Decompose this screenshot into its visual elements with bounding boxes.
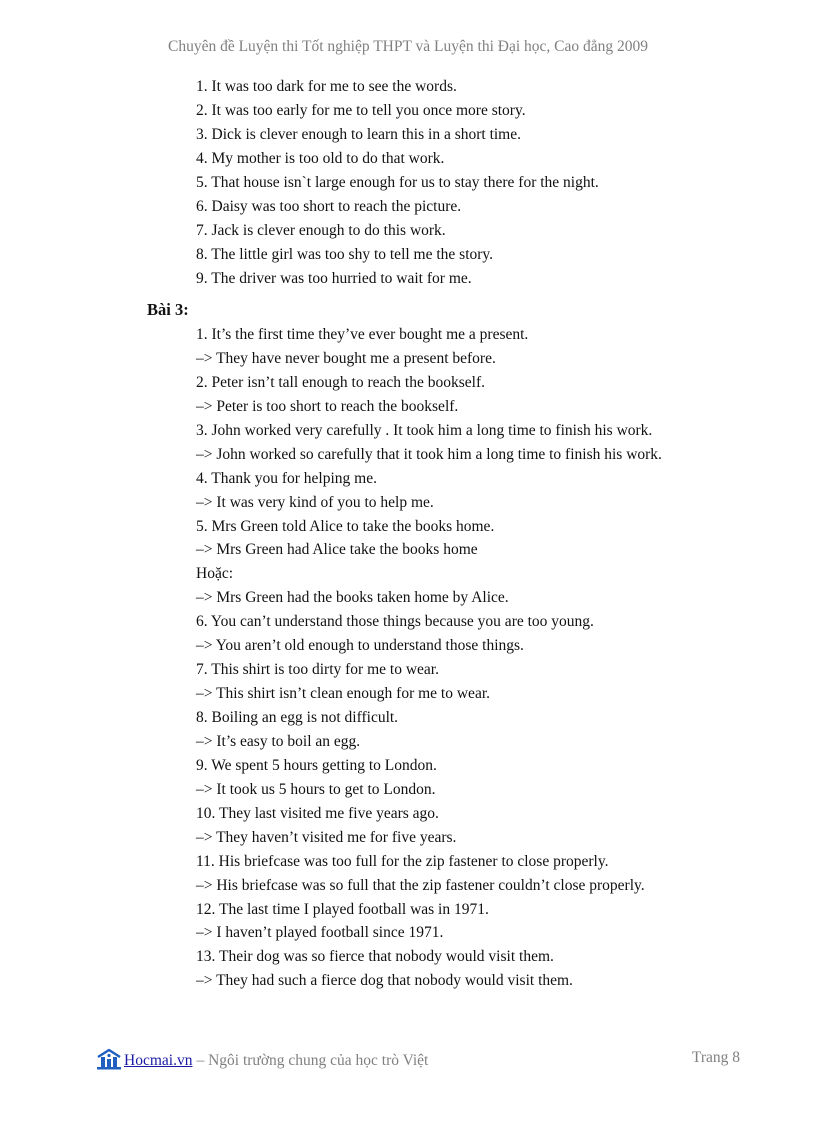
answer-line: –> It’s easy to boil an egg. (196, 732, 361, 750)
house-logo-icon (96, 1048, 122, 1070)
answer-line: 9. We spent 5 hours getting to London. (196, 756, 437, 774)
answer-line: –> I haven’t played football since 1971. (196, 924, 444, 942)
answer-line: –> It was very kind of you to help me. (196, 493, 434, 511)
answer-line: –> Mrs Green had the books taken home by Alice. (196, 589, 509, 607)
page-number: Trang 8 (691, 1049, 740, 1066)
section-heading: Bài 3: (147, 300, 189, 319)
answer-line: 4. My mother is too old to do that work. (196, 150, 445, 167)
footer-left (96, 1044, 428, 1070)
answer-line: 11. His briefcase was too full for the zip fastener to close properly. (196, 852, 609, 870)
answer-line: 3. Dick is clever enough to learn this in a short time. (196, 126, 521, 143)
answer-line: 5. That house isn`t large enough for us to stay there for the night. (196, 174, 599, 191)
answer-line: 13. Their dog was so fierce that nobody would visit them. (196, 948, 554, 966)
page-footer (96, 1044, 740, 1070)
answer-line: 2. Peter isn’t tall enough to reach the bookself. (196, 373, 485, 391)
answer-line: 7. Jack is clever enough to do this work. (196, 222, 446, 239)
answer-line: –> They have never bought me a present before. (196, 349, 496, 367)
answer-line: 10. They last visited me five years ago. (196, 804, 439, 822)
answer-line: 7. This shirt is too dirty for me to wear. (196, 661, 439, 679)
exercise-answers-list (196, 75, 756, 291)
answer-line: 2. It was too early for me to tell you once more story. (196, 102, 526, 119)
answer-line: –> You aren’t old enough to understand those things. (196, 637, 524, 655)
answer-line: 12. The last time I played football was in 1971. (196, 900, 489, 918)
answer-line: 6. Daisy was too short to reach the picture. (196, 198, 462, 215)
answer-line: Hoặc: (196, 565, 234, 583)
answer-line: –> It took us 5 hours to get to London. (196, 780, 436, 798)
answer-line: 8. The little girl was too shy to tell me the story. (196, 246, 494, 263)
answer-line: –> John worked so carefully that it took him a long time to finish his work. (196, 445, 662, 463)
answer-line: 1. It was too dark for me to see the words. (196, 78, 457, 95)
answer-line: –> Peter is too short to reach the bookself. (196, 397, 459, 415)
footer-tagline: – Ngôi trường chung của học trò Việt (196, 1052, 429, 1069)
page-header: Chuyên đề Luyện thi Tốt nghiệp THPT và Luyện thi Đại học, Cao đẳng 2009 (167, 38, 648, 55)
bai3-answers-list (196, 323, 756, 993)
answer-line: 6. You can’t understand those things because you are too young. (196, 613, 594, 631)
answer-line: 5. Mrs Green told Alice to take the books home. (196, 517, 495, 535)
answer-line: –> They had such a fierce dog that nobody would visit them. (196, 972, 573, 990)
answer-line: –> This shirt isn’t clean enough for me to wear. (196, 685, 491, 703)
answer-line: 9. The driver was too hurried to wait for me. (196, 270, 472, 287)
answer-line: 8. Boiling an egg is not difficult. (196, 709, 399, 726)
answer-line: 4. Thank you for helping me. (196, 469, 377, 487)
hocmai-link[interactable]: Hocmai.vn (124, 1052, 193, 1069)
answer-line: –> Mrs Green had Alice take the books home (196, 541, 478, 559)
answer-line: 1. It’s the first time they’ve ever bought me a present. (196, 326, 529, 343)
answer-line: 3. John worked very carefully . It took him a long time to finish his work. (196, 421, 653, 439)
answer-line: –> His briefcase was so full that the zip fastener couldn’t close properly. (196, 876, 645, 894)
answer-line: –> They haven’t visited me for five years. (196, 828, 457, 846)
